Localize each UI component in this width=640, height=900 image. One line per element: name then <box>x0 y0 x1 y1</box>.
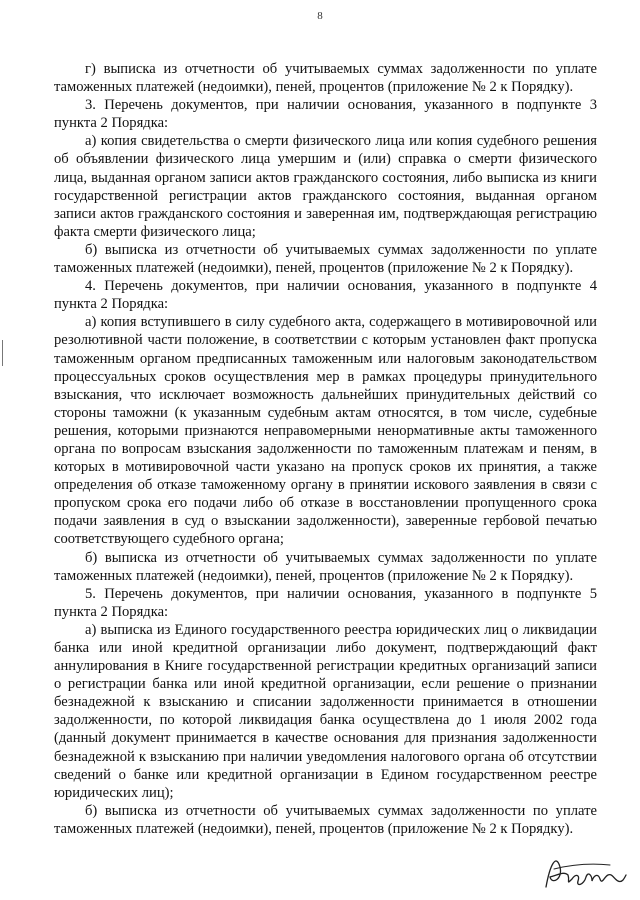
paragraph-3a-death-certificate: а) копия свидетельства о смерти физического лица или копия судебного решения об объявлении физического лица умершим и (или) справка о смерти физического лица, выданная органом записи актов гражданского состояния, либо выписка из книги государственной регистрации актов гражданского состояния, выданная органом записи актов гражданского состояния и заверенная им, подтверждающая регистрацию факта смерти физического лица; <box>54 133 597 240</box>
page-number: 8 <box>317 10 323 22</box>
paragraph-item-4: 4. Перечень документов, при наличии основания, указанного в подпункте 4 пункта 2 Порядка: <box>54 278 597 313</box>
paragraph-5a-registry-extract: а) выписка из Единого государственного реестра юридических лиц о ликвидации банка или иной кредитной организации либо документ, подтверждающий факт аннулирования в Книге государственной регистрации кредитных организаций записи о регистрации банка или иной кредитной организации, если решение о признании безнадежной к взысканию и списании задолженности принимается в отношении задолженности, по которой ликвидация банка осуществлена до 1 июля 2002 года (данный документ принимается в качестве основания для признания задолженности безнадежной к взысканию при наличии уведомления налогового органа об отсутствии сведений о банке или кредитной организации в Едином государственном реестре юридических лиц); <box>54 621 597 801</box>
paragraph-item-3: 3. Перечень документов, при наличии основания, указанного в подпункте 3 пункта 2 Порядка: <box>54 97 597 132</box>
paragraph-4b-extract: б) выписка из отчетности об учитываемых суммах задолженности по уплате таможенных платежей (недоимки), пеней, процентов (приложение № 2 к Порядку). <box>54 549 597 584</box>
paragraph-3b-extract: б) выписка из отчетности об учитываемых суммах задолженности по уплате таможенных платежей (недоимки), пеней, процентов (приложение № 2 к Порядку). <box>54 241 597 277</box>
document-body <box>54 60 597 838</box>
paragraph-5b-extract: б) выписка из отчетности об учитываемых суммах задолженности по уплате таможенных платежей (недоимки), пеней, процентов (приложение № 2 к Порядку). <box>54 802 597 837</box>
handwritten-signature-icon <box>540 845 630 895</box>
paragraph-item-5: 5. Перечень документов, при наличии основания, указанного в подпункте 5 пункта 2 Порядка: <box>54 585 597 620</box>
scan-artifact <box>2 340 8 366</box>
paragraph-g-extract: г) выписка из отчетности об учитываемых суммах задолженности по уплате таможенных платежей (недоимки), пеней, процентов (приложение № 2 к Порядку). <box>54 61 597 96</box>
paragraph-4a-court-act: а) копия вступившего в силу судебного акта, содержащего в мотивировочной или резолютивной части положение, в соответствии с которым установлен факт пропуска таможенным органом предписанных таможенным или налоговым законодательством процессуальных сроков осуществления мер в рамках процедуры принудительного взыскания, что исключает возможность дальнейших принудительных действий со стороны таможни (к указанным судебным актам относятся, в том числе, судебные решения, которыми признаются неправомерными ненормативные акты таможенного органа по вопросам взыскания задолженности по таможенным платежам и пеням, в которых в мотивировочной части указано на пропуск сроков их принятия, а также определения об отказе таможенному органу в принятии искового заявления в связи с пропуском срока его подачи либо об отказе в восстановлении пропущенного срока подачи заявления в суд о взыскании задолженности), заверенные гербовой печатью соответствующего судебного органа; <box>54 314 597 548</box>
